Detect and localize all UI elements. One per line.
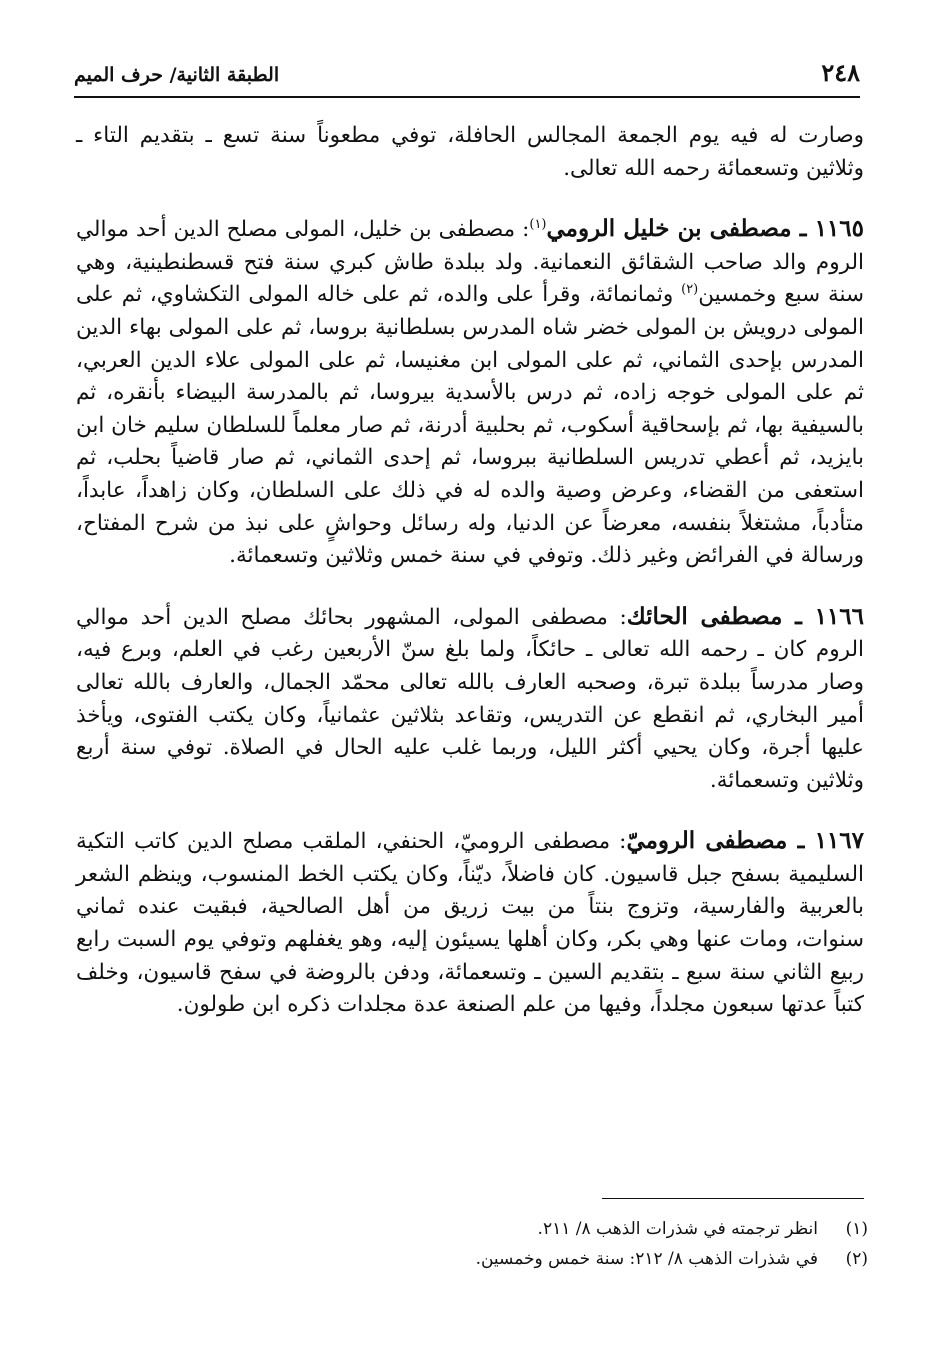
paragraph-continuation: [76, 120, 864, 185]
footnotes: [76, 1214, 868, 1274]
paragraph-text: : مصطفى الروميّ، الحنفي، الملقب مصلح الدين كاتب التكية السليمية بسفح جبل قاسيون. كان فاضلاً، ديّناً، وكان يكتب الخط المنسوب، وينظم الشعر بالعربية والفارسية، وتزوج بنتاً من بيت زريق من أهل الصالحية، فبقيت عنده ثماني سنوات، ومات عنها وهي بكر، وكان أهلها يسيئون إليه، وهو يغفلهم وتوفي يوم السبت رابع ربيع الثاني سنة سبع ـ بتقديم السين ـ وتسعمائة، ودفن بالروضة في سفح قاسيون، وخلف كتباً عدتها سبعون مجلداً، وفيها من علم الصنعة عدة مجلدات ذكره ابن طولون.: [76, 829, 864, 1018]
paragraph-text: : مصطفى المولى، المشهور بحائك مصلح الدين أحد موالي الروم كان ـ رحمه الله تعالى ـ حائكاً، ولما بلغ سنّ الأربعين رغب في العلم، وبرع فيه، وصار مدرساً ببلدة تبرة، وصحبه العارف بالله تعالى محمّد الجمال، والعارف بالله تعالى أمير البخاري، ثم انقطع عن التدريس، وتقاعد بثلاثين عثمانياً، وكان يكتب الفتوى، ويأخذ عليها أجرة، وكان يحيي أكثر الليل، وربما غلب عليه الحال في الصلاة. توفي سنة أربع وثلاثين وتسعمائة.: [76, 604, 864, 793]
footnote-number: (٢): [845, 1249, 868, 1269]
page-number: ٢٤٨: [821, 58, 860, 87]
footnote-marker[interactable]: (٢): [681, 282, 699, 298]
footnote-separator: [602, 1198, 864, 1199]
footnote-1: [76, 1214, 868, 1244]
entry-1165: [76, 213, 864, 573]
entry-title: ١١٦٥ ـ مصطفى بن خليل الرومي: [546, 215, 864, 243]
footnote-marker[interactable]: (١): [529, 217, 547, 233]
header-rule: [74, 96, 860, 98]
entry-1166: [76, 601, 864, 798]
main-text: [76, 120, 864, 1022]
entry-title: ١١٦٦ ـ مصطفى الحائك: [626, 602, 864, 630]
footnote-number: (١): [845, 1219, 868, 1239]
paragraph-text: وصارت له فيه يوم الجمعة المجالس الحافلة، توفي مطعوناً سنة تسع ـ بتقديم التاء ـ وثلاثين وتسعمائة رحمه الله تعالى.: [76, 123, 864, 181]
paragraph-text: وثمانمائة، وقرأ على والده، ثم على خاله المولى التكشاوي، ثم على المولى درويش بن المولى خضر شاه المدرس بسلطانية بروسا، ثم على المولى بهاء الدين المدرس بإحدى الثماني، ثم على المولى ابن مغنيسا، ثم على المولى علاء الدين العربي، ثم على المولى خوجه زاده، ثم درس بالأسدية بيروسا، ثم بالمدرسة البيضاء بأنقره، ثم بالسيفية بها، ثم بإسحاقية أسكوب، ثم بحلبية أدرنة، ثم صار معلماً للسلطان سليم خان ابن بايزيد، ثم أعطي تدريس السلطانية ببروسا، ثم إحدى الثماني، ثم صار قاضياً بحلب، ثم استعفى من القضاء، وعرض وصية والده له في ذلك على السلطان، وكان زاهداً، عابداً، متأدباً، مشتغلاً بنفسه، معرضاً عن الدنيا، وله رسائل وحواشٍ على نبذ من شرح المفتاح، ورسالة في الفرائض وغير ذلك. وتوفي في سنة خمس وثلاثين وتسعمائة.: [76, 282, 864, 569]
footnote-text: في شذرات الذهب ٨/ ٢١٢: سنة خمس وخمسين.: [475, 1249, 818, 1269]
entry-1167: [76, 825, 864, 1022]
running-title: الطبقة الثانية/ حرف الميم: [74, 64, 280, 86]
paragraph-text: : مصطفى بن خليل، المولى مصلح الدين أحد موالي الروم والد صاحب الشقائق النعمانية. ولد ببلدة طاش كبري سنة فتح قسطنطينية، وهي سنة سبع وخمسين: [76, 217, 865, 308]
page-header: [74, 56, 860, 96]
footnote-text: انظر ترجمته في شذرات الذهب ٨/ ٢١١.: [537, 1219, 818, 1239]
footnote-2: [76, 1244, 868, 1274]
entry-title: ١١٦٧ ـ مصطفى الروميّ: [626, 827, 864, 855]
